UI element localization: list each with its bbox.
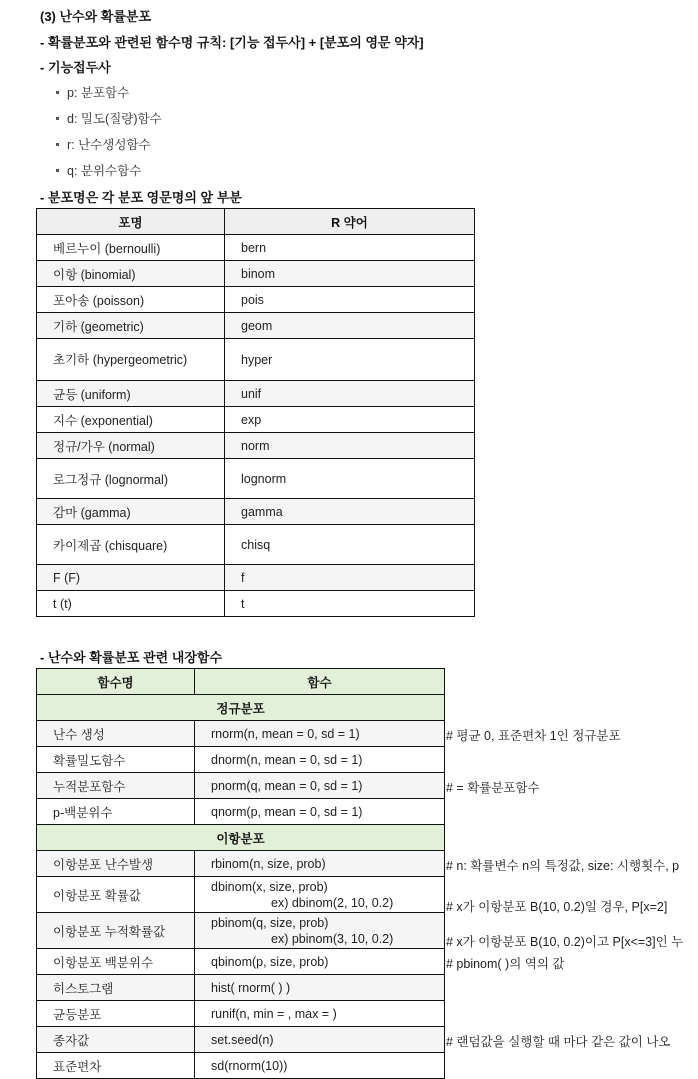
comment-pbinom: # x가 이항분포 B(10, 0.2)이고 P[x<=3]인 누 bbox=[446, 935, 684, 949]
table-row: 이항분포 백분위수 qbinom(p, size, prob) bbox=[37, 949, 445, 975]
header-cell: 함수명 bbox=[37, 669, 195, 695]
prefix-item-q: q: 분위수함수 bbox=[56, 161, 141, 179]
table-row: 포아송 (poisson) pois bbox=[37, 287, 475, 313]
table-row: 이항분포 누적확률값 pbinom(q, size, prob) ex) pbinom(3, 10, 0.2) bbox=[37, 913, 445, 949]
table-row: 카이제곱 (chisquare) chisq bbox=[37, 525, 475, 565]
table-header-row bbox=[37, 209, 475, 235]
table-header-row bbox=[37, 669, 445, 695]
table-row: 이항분포 난수발생 rbinom(n, size, prob) bbox=[37, 851, 445, 877]
table-row: 확률밀도함수 dnorm(n, mean = 0, sd = 1) bbox=[37, 747, 445, 773]
section-title: (3) 난수와 확률분포 bbox=[40, 9, 152, 24]
distribution-table bbox=[36, 208, 475, 617]
header-cell: 함수 bbox=[195, 669, 445, 695]
table-row: 정규/가우 (normal) norm bbox=[37, 433, 475, 459]
table-row: F (F) f bbox=[37, 565, 475, 591]
bullet-icon bbox=[56, 91, 59, 94]
header-cell: 포명 bbox=[37, 209, 225, 235]
bullet-icon bbox=[56, 117, 59, 120]
table-row: 로그정규 (lognormal) lognorm bbox=[37, 459, 475, 499]
comment-rnorm: # 평균 0, 표준편차 1인 정규분포 bbox=[446, 729, 621, 743]
table-row: 초기하 (hypergeometric) hyper bbox=[37, 339, 475, 381]
dist-heading: - 분포명은 각 분포 영문명의 앞 부분 bbox=[40, 190, 242, 205]
table-row: 감마 (gamma) gamma bbox=[37, 499, 475, 525]
table-row: 이항분포 확률값 dbinom(x, size, prob) ex) dbinom(2, 10, 0.2) bbox=[37, 877, 445, 913]
table-row: 종자값 set.seed(n) bbox=[37, 1027, 445, 1053]
prefix-item-p: p: 분포함수 bbox=[56, 83, 129, 101]
table-row: 지수 (exponential) exp bbox=[37, 407, 475, 433]
table-row: 기하 (geometric) geom bbox=[37, 313, 475, 339]
bullet-icon bbox=[56, 169, 59, 172]
table-row: 이항 (binomial) binom bbox=[37, 261, 475, 287]
section-row-normal: 정규분포 bbox=[37, 695, 445, 721]
comment-dbinom: # x가 이항분포 B(10, 0.2)일 경우, P[x=2] bbox=[446, 900, 668, 914]
table-row: 난수 생성 rnorm(n, mean = 0, sd = 1) bbox=[37, 721, 445, 747]
comment-rbinom: # n: 확률변수 n의 특정값, size: 시행횟수, p bbox=[446, 859, 680, 873]
section-row-binomial: 이항분포 bbox=[37, 825, 445, 851]
table-row: p-백분위수 qnorm(p, mean = 0, sd = 1) bbox=[37, 799, 445, 825]
comment-setseed: # 랜덤값을 실행할 때 마다 같은 값이 나오 bbox=[446, 1035, 671, 1049]
comment-pnorm: # = 확률분포함수 bbox=[446, 781, 540, 795]
prefix-heading: - 기능접두사 bbox=[40, 60, 111, 75]
table-row: t (t) t bbox=[37, 591, 475, 617]
naming-rule: - 확률분포와 관련된 함수명 규칙: [기능 접두사] + [분포의 영문 약자] bbox=[40, 35, 424, 50]
prefix-item-r: r: 난수생성함수 bbox=[56, 135, 151, 153]
table-row: 균등분포 runif(n, min = , max = ) bbox=[37, 1001, 445, 1027]
table-row: 베르누이 (bernoulli) bern bbox=[37, 235, 475, 261]
prefix-item-d: d: 밀도(질량)함수 bbox=[56, 109, 162, 127]
table-row: 표준편차 sd(rnorm(10)) bbox=[37, 1053, 445, 1079]
header-cell: R 약어 bbox=[225, 209, 475, 235]
builtin-heading: - 난수와 확률분포 관련 내장함수 bbox=[40, 650, 223, 665]
table-row: 누적분포함수 pnorm(q, mean = 0, sd = 1) bbox=[37, 773, 445, 799]
table-row: 균등 (uniform) unif bbox=[37, 381, 475, 407]
function-table bbox=[36, 668, 445, 1079]
table-row: 히스토그램 hist( rnorm( ) ) bbox=[37, 975, 445, 1001]
comment-qbinom: # pbinom( )의 역의 값 bbox=[446, 957, 565, 971]
bullet-icon bbox=[56, 143, 59, 146]
